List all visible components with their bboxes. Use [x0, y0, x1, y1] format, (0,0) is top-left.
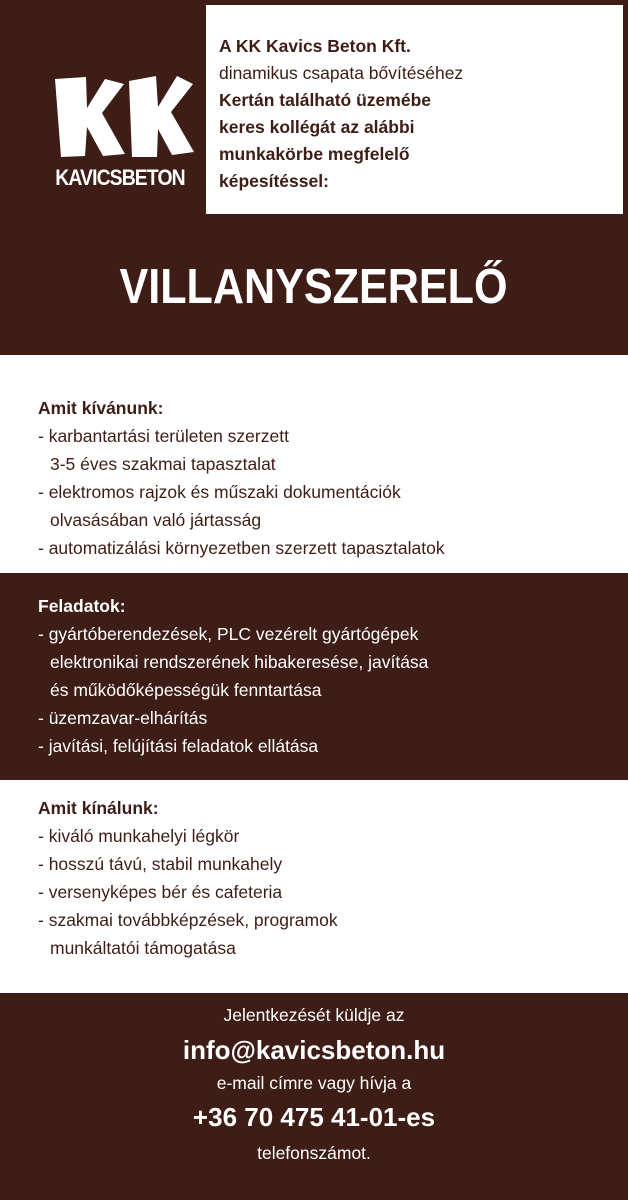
header	[0, 0, 628, 219]
list-item: - kiváló munkahelyi légkör	[38, 826, 240, 846]
intro-line: dinamikus csapata bővítéséhez	[219, 63, 464, 83]
intro-line: keres kollégát az alábbi	[219, 117, 415, 137]
section-heading: Amit kívánunk:	[38, 398, 164, 418]
intro-line: képesítéssel:	[219, 171, 329, 191]
list-item: - automatizálási környezetben szerzett tapasztalatok	[38, 538, 445, 558]
company-logo	[39, 5, 201, 204]
list-item: olvasásában való jártasság	[50, 510, 262, 530]
requirements-section	[0, 355, 628, 573]
list-item: - javítási, felújítási feladatok ellátása	[38, 736, 319, 756]
list-item: - gyártóberendezések, PLC vezérelt gyártógépek	[38, 624, 419, 644]
list-item: 3-5 éves szakmai tapasztalat	[50, 454, 276, 474]
section-heading: Amit kínálunk:	[38, 798, 159, 818]
list-item: és működőképességük fenntartása	[50, 680, 322, 700]
list-item: elektronikai rendszerének hibakeresése, javítása	[50, 652, 429, 672]
list-item: - versenyképes bér és cafeteria	[38, 882, 283, 902]
offer-section	[0, 780, 628, 993]
logo-wordmark: KAVICSBETON	[55, 165, 185, 190]
title-band	[0, 219, 628, 355]
tasks-section	[0, 573, 628, 780]
section-heading: Feladatok:	[38, 596, 126, 616]
contact-footer	[0, 993, 628, 1200]
list-item: - hosszú távú, stabil munkahely	[38, 854, 283, 874]
list-item: - elektromos rajzok és műszaki dokumentációk	[38, 482, 401, 502]
contact-line: telefonszámot.	[257, 1143, 371, 1163]
list-item: - szakmai továbbképzések, programok	[38, 910, 338, 930]
contact-phone-link[interactable]: +36 70 475 41-01-es	[192, 1102, 436, 1132]
company-name: A KK Kavics Beton Kft.	[219, 36, 411, 56]
list-item: - karbantartási területen szerzett	[38, 426, 289, 446]
contact-line: e-mail címre vagy hívja a	[216, 1073, 412, 1093]
contact-line: Jelentkezését küldje az	[223, 1005, 405, 1025]
position-title: VILLANYSZERELŐ	[119, 260, 509, 314]
intro-text	[206, 5, 623, 214]
contact-email-link[interactable]: info@kavicsbeton.hu	[182, 1035, 446, 1065]
list-item: - üzemzavar-elhárítás	[38, 708, 208, 728]
list-item: munkáltatói támogatása	[50, 938, 236, 958]
intro-line: munkakörbe megfelelő	[219, 144, 410, 164]
intro-line: Kertán található üzemébe	[219, 90, 431, 110]
